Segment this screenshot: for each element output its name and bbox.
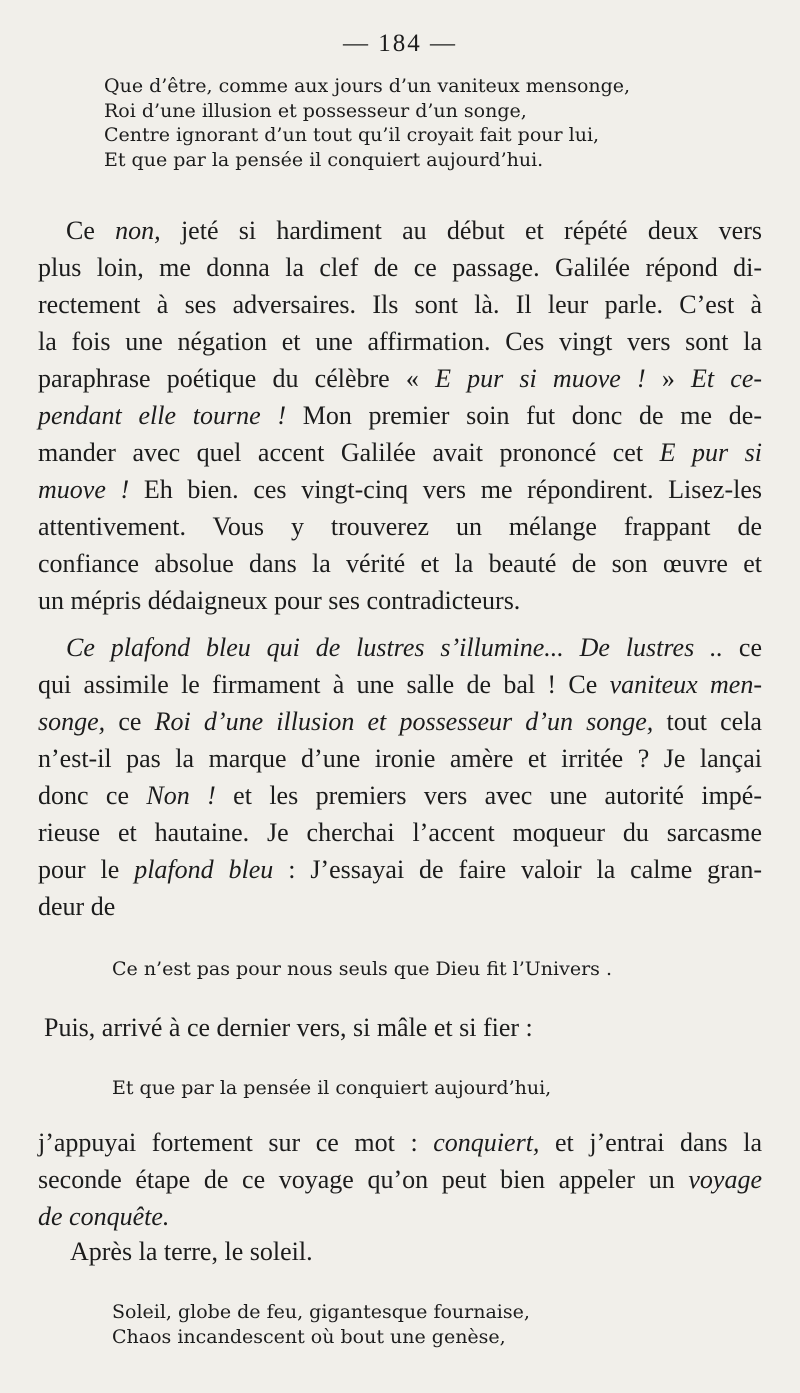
verse-line: Chaos incandescent où bout une genèse, bbox=[112, 1325, 506, 1348]
text-run: un mépris dédaigneux pour ses contradicteurs. bbox=[38, 586, 521, 615]
page-number: — 184 — bbox=[343, 30, 457, 57]
italic-text: Non ! bbox=[146, 781, 216, 810]
text-run: Mon premier soin fut donc de me de- bbox=[286, 401, 762, 430]
italic-text: voyage bbox=[688, 1165, 762, 1194]
text-run: jeté si hardiment au début et répété deux vers bbox=[160, 216, 762, 245]
paragraph-3: Puis, arrivé à ce dernier vers, si mâle et si fier : bbox=[44, 1013, 533, 1042]
text-run: tout cela bbox=[653, 707, 762, 736]
paragraph-5: Après la terre, le soleil. bbox=[70, 1237, 313, 1266]
text-run: et les premiers vers avec une autorité impé- bbox=[215, 781, 762, 810]
text-line bbox=[38, 666, 762, 703]
italic-text: E pur si muove ! bbox=[435, 364, 646, 393]
text-line bbox=[38, 777, 762, 814]
text-line bbox=[38, 545, 762, 582]
italic-text: Et ce- bbox=[691, 364, 763, 393]
italic-text: songe, bbox=[38, 707, 106, 736]
text-run: n’est-il pas la marque d’une ironie amère et irritée ? Je lançai bbox=[38, 744, 762, 773]
text-line bbox=[38, 434, 762, 471]
text-run: ce bbox=[105, 707, 155, 736]
italic-text: non, bbox=[115, 216, 161, 245]
text-run: qui assimile le firmament à une salle de bal ! Ce bbox=[38, 670, 610, 699]
italic-text: plafond bleu bbox=[134, 855, 274, 884]
text-run: la fois une négation et une affirmation. Ces vingt vers sont la bbox=[38, 327, 762, 356]
verse-line: Roi d’une illusion et possesseur d’un songe, bbox=[104, 99, 527, 122]
verse-line: Que d’être, comme aux jours d’un vaniteux mensonge, bbox=[104, 75, 631, 97]
italic-text: pendant elle tourne ! bbox=[38, 401, 286, 430]
text-run: paraphrase poétique du célèbre « bbox=[38, 364, 436, 393]
text-run: j’appuyai fortement sur ce mot : bbox=[38, 1128, 434, 1157]
text-line bbox=[38, 703, 762, 740]
text-line bbox=[38, 582, 762, 619]
paragraph-2 bbox=[38, 629, 762, 925]
text-line bbox=[38, 1198, 762, 1235]
text-line bbox=[38, 508, 762, 545]
text-line bbox=[38, 360, 762, 397]
paragraph-4 bbox=[38, 1124, 762, 1235]
quote-line-2: Et que par la pensée il conquiert aujourd’hui, bbox=[112, 1077, 552, 1099]
italic-text: conquiert, bbox=[433, 1128, 540, 1157]
verse-line: Centre ignorant d’un tout qu’il croyait fait pour lui, bbox=[104, 124, 600, 146]
text-line bbox=[38, 1124, 762, 1161]
text-line bbox=[38, 323, 762, 360]
italic-text: de conquête. bbox=[38, 1202, 170, 1231]
verse-top bbox=[104, 74, 630, 172]
text-run: rieuse et hautaine. Je cherchai l’accent moqueur du sarcasme bbox=[38, 818, 762, 847]
italic-text: E pur si bbox=[659, 438, 762, 467]
italic-text: Ce plafond bleu qui de lustres s’illumine... De lustres .. bbox=[66, 633, 724, 662]
text-line bbox=[38, 249, 762, 286]
text-line bbox=[38, 888, 762, 925]
text-run: mander avec quel accent Galilée avait prononcé cet bbox=[38, 438, 660, 467]
text-run: donc ce bbox=[38, 781, 147, 810]
text-run: Eh bien. ces vingt-cinq vers me répondirent. Lisez-les bbox=[129, 475, 763, 504]
italic-text: muove ! bbox=[38, 475, 130, 504]
text-run: et j’entrai dans la bbox=[539, 1128, 762, 1157]
text-line bbox=[38, 851, 762, 888]
text-run: attentivement. Vous y trouverez un mélange frappant de bbox=[38, 512, 762, 541]
text-run: plus loin, me donna la clef de ce passage. Galilée répond di- bbox=[38, 253, 762, 282]
italic-text: Roi d’une illusion et possesseur d’un songe, bbox=[154, 707, 654, 736]
quote-line-1: Ce n’est pas pour nous seuls que Dieu fit l’Univers . bbox=[112, 958, 613, 980]
verse-line: Et que par la pensée il conquiert aujourd’hui. bbox=[104, 148, 544, 171]
text-run: deur de bbox=[38, 892, 116, 921]
text-run: : J’essayai de faire valoir la calme gran- bbox=[273, 855, 762, 884]
text-line bbox=[38, 471, 762, 508]
text-run: ce bbox=[723, 633, 762, 662]
text-line bbox=[38, 397, 762, 434]
text-line bbox=[38, 814, 762, 851]
text-run: pour le bbox=[38, 855, 135, 884]
verse-line: Soleil, globe de feu, gigantesque fournaise, bbox=[112, 1301, 530, 1323]
text-run: » bbox=[645, 364, 691, 393]
text-line bbox=[38, 286, 762, 323]
paragraph-1 bbox=[38, 212, 762, 619]
text-line bbox=[38, 740, 762, 777]
text-line bbox=[38, 629, 762, 666]
text-run: Ce bbox=[66, 216, 116, 245]
text-run: confiance absolue dans la vérité et la beauté de son œuvre et bbox=[38, 549, 762, 578]
text-run: seconde étape de ce voyage qu’on peut bien appeler un bbox=[38, 1165, 689, 1194]
italic-text: vaniteux men- bbox=[609, 670, 762, 699]
verse-bottom bbox=[112, 1300, 530, 1349]
text-line bbox=[38, 212, 762, 249]
text-line bbox=[38, 1161, 762, 1198]
text-run: rectement à ses adversaires. Ils sont là. Il leur parle. C’est à bbox=[38, 290, 762, 319]
